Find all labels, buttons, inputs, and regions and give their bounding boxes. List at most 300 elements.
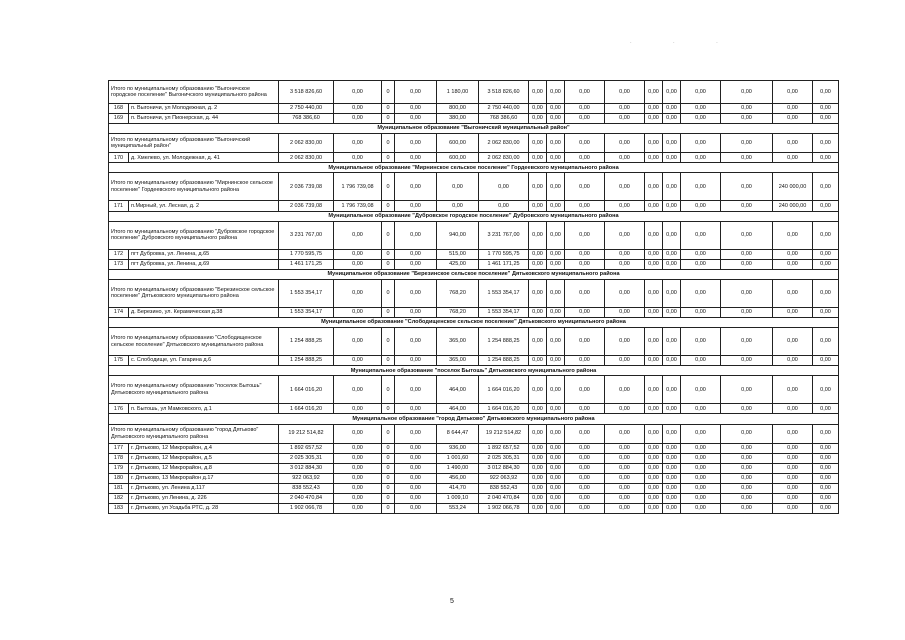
value-cell: 0,00 (395, 173, 437, 201)
value-cell: 0,00 (605, 424, 645, 443)
row-number: 170 (109, 153, 129, 163)
value-cell: 0,00 (681, 424, 721, 443)
value-cell: 8 644,47 (437, 424, 479, 443)
value-cell: 0 (382, 424, 395, 443)
value-cell: 0,00 (565, 424, 605, 443)
value-cell: 0,00 (547, 356, 565, 366)
value-cell: 0,00 (547, 104, 565, 114)
value-cell: 0,00 (547, 307, 565, 317)
value-cell: 0,00 (681, 356, 721, 366)
row-number: 177 (109, 443, 129, 453)
value-cell: 0,00 (663, 104, 681, 114)
value-cell: 0,00 (813, 104, 839, 114)
value-cell: 0,00 (773, 483, 813, 493)
value-cell: 0,00 (681, 504, 721, 514)
value-cell: 0,00 (395, 259, 437, 269)
value-cell: 1 796 739,08 (334, 173, 382, 201)
subtotal-label: Итого по муниципальному образованию "Дубровское городское поселение" Дубровского муниципального района (109, 221, 279, 249)
value-cell: 0,00 (813, 504, 839, 514)
row-number: 168 (109, 104, 129, 114)
table-row (109, 104, 839, 114)
value-cell: 0,00 (605, 279, 645, 307)
table-row (109, 114, 839, 124)
value-cell: 2 036 739,08 (279, 201, 334, 211)
value-cell: 1 902 066,78 (279, 504, 334, 514)
value-cell: 0,00 (721, 201, 773, 211)
value-cell: 0,00 (605, 376, 645, 404)
value-cell: 0,00 (681, 259, 721, 269)
value-cell: 0,00 (565, 104, 605, 114)
value-cell: 0,00 (681, 249, 721, 259)
value-cell: 0,00 (721, 483, 773, 493)
value-cell: 0,00 (773, 376, 813, 404)
value-cell: 0,00 (395, 404, 437, 414)
value-cell: 0,00 (681, 483, 721, 493)
value-cell: 0,00 (721, 453, 773, 463)
value-cell: 1 892 657,52 (279, 443, 334, 453)
table-row (109, 404, 839, 414)
value-cell: 0,00 (565, 493, 605, 503)
section-title: Муниципальное образование "Слободищенское сельское поселение" Дятьковского муниципального района (109, 318, 839, 328)
value-cell: 0,00 (681, 473, 721, 483)
value-cell: 0,00 (565, 173, 605, 201)
value-cell: 1 553 354,17 (479, 279, 529, 307)
value-cell: 0,00 (605, 153, 645, 163)
value-cell: 0,00 (645, 279, 663, 307)
value-cell: 1 254 888,25 (279, 328, 334, 356)
value-cell: 1 664 016,20 (479, 404, 529, 414)
value-cell: 0,00 (645, 153, 663, 163)
value-cell: 0,00 (773, 328, 813, 356)
value-cell: 0,00 (663, 259, 681, 269)
address-cell: с. Слободище, ул. Гагарина д.6 (129, 356, 279, 366)
value-cell: 0,00 (529, 463, 547, 473)
value-cell: 0,00 (681, 221, 721, 249)
value-cell: 0,00 (395, 81, 437, 104)
value-cell: 0,00 (773, 493, 813, 503)
subtotal-row (109, 134, 839, 153)
value-cell: 0,00 (437, 201, 479, 211)
value-cell: 0,00 (529, 221, 547, 249)
value-cell: 0,00 (681, 173, 721, 201)
value-cell: 0,00 (334, 424, 382, 443)
subtotal-row (109, 279, 839, 307)
table-row (109, 259, 839, 269)
register-body (109, 81, 839, 514)
value-cell: 0 (382, 153, 395, 163)
value-cell: 0,00 (529, 473, 547, 483)
subtotal-row (109, 376, 839, 404)
value-cell: 0 (382, 104, 395, 114)
value-cell: 0,00 (605, 328, 645, 356)
value-cell: 0,00 (395, 376, 437, 404)
value-cell: 0,00 (663, 493, 681, 503)
value-cell: 515,00 (437, 249, 479, 259)
subtotal-label: Итого по муниципальному образованию "Выгоничское городское поселение" Выгоничского муниципального района (109, 81, 279, 104)
value-cell: 0,00 (813, 424, 839, 443)
value-cell: 0,00 (721, 376, 773, 404)
value-cell: 0,00 (529, 493, 547, 503)
value-cell: 0,00 (773, 443, 813, 453)
value-cell: 0,00 (645, 328, 663, 356)
value-cell: 0 (382, 279, 395, 307)
value-cell: 0,00 (773, 221, 813, 249)
value-cell: 0,00 (395, 307, 437, 317)
value-cell: 0 (382, 307, 395, 317)
section-header (109, 163, 839, 173)
address-cell: г. Дятьково, ул. Ленина д.117 (129, 483, 279, 493)
value-cell: 0,00 (663, 221, 681, 249)
value-cell: 0,00 (565, 404, 605, 414)
subtotal-row (109, 173, 839, 201)
value-cell: 0,00 (773, 259, 813, 269)
value-cell: 0,00 (395, 114, 437, 124)
value-cell: 0,00 (547, 453, 565, 463)
value-cell: 0,00 (565, 307, 605, 317)
value-cell: 0,00 (547, 504, 565, 514)
value-cell: 0,00 (663, 134, 681, 153)
page-number: 5 (450, 598, 454, 605)
value-cell: 0 (382, 81, 395, 104)
value-cell: 0,00 (479, 173, 529, 201)
address-cell: г. Дятьково, ул Ленина, д. 226 (129, 493, 279, 503)
value-cell: 0,00 (334, 114, 382, 124)
row-number: 183 (109, 504, 129, 514)
register-table (108, 80, 839, 514)
row-number: 175 (109, 356, 129, 366)
value-cell: 425,00 (437, 259, 479, 269)
value-cell: 0,00 (663, 307, 681, 317)
value-cell: 0,00 (813, 473, 839, 483)
value-cell: 0,00 (663, 504, 681, 514)
row-number: 173 (109, 259, 129, 269)
value-cell: 0,00 (663, 376, 681, 404)
address-cell: г. Дятьково, 12 Микрорайон, д.4 (129, 443, 279, 453)
value-cell: 0,00 (395, 201, 437, 211)
value-cell: 0,00 (721, 249, 773, 259)
table-row (109, 473, 839, 483)
table-row (109, 493, 839, 503)
value-cell: 0,00 (773, 279, 813, 307)
value-cell: 464,00 (437, 404, 479, 414)
value-cell: 922 063,92 (479, 473, 529, 483)
subtotal-row (109, 424, 839, 443)
value-cell: 922 063,92 (279, 473, 334, 483)
value-cell: 0,00 (645, 463, 663, 473)
value-cell: 0,00 (681, 134, 721, 153)
value-cell: 0,00 (813, 259, 839, 269)
value-cell: 0,00 (813, 453, 839, 463)
value-cell: 0,00 (773, 81, 813, 104)
row-number: 172 (109, 249, 129, 259)
value-cell: 0,00 (565, 443, 605, 453)
value-cell: 0,00 (663, 173, 681, 201)
value-cell: 0,00 (813, 493, 839, 503)
value-cell: 0,00 (721, 473, 773, 483)
value-cell: 0,00 (663, 443, 681, 453)
value-cell: 1 461 171,25 (479, 259, 529, 269)
value-cell: 0,00 (565, 483, 605, 493)
value-cell: 0,00 (645, 453, 663, 463)
value-cell: 3 012 884,30 (279, 463, 334, 473)
value-cell: 0,00 (334, 443, 382, 453)
value-cell: 0,00 (663, 404, 681, 414)
value-cell: 0,00 (645, 307, 663, 317)
value-cell: 0,00 (395, 473, 437, 483)
value-cell: 3 518 826,60 (279, 81, 334, 104)
value-cell: 0,00 (605, 114, 645, 124)
value-cell: 0 (382, 473, 395, 483)
value-cell: 0,00 (645, 249, 663, 259)
value-cell: 0,00 (529, 173, 547, 201)
value-cell: 0,00 (605, 307, 645, 317)
value-cell: 0,00 (529, 504, 547, 514)
value-cell: 0,00 (605, 483, 645, 493)
value-cell: 0,00 (547, 473, 565, 483)
value-cell: 0,00 (547, 328, 565, 356)
value-cell: 0,00 (529, 249, 547, 259)
value-cell: 0,00 (645, 104, 663, 114)
value-cell: 0,00 (721, 153, 773, 163)
value-cell: 456,00 (437, 473, 479, 483)
value-cell: 0,00 (565, 473, 605, 483)
value-cell: 0,00 (645, 134, 663, 153)
address-cell: п.Мирный, ул. Лесная, д. 2 (129, 201, 279, 211)
value-cell: 0,00 (663, 453, 681, 463)
value-cell: 0,00 (334, 453, 382, 463)
value-cell: 0,00 (334, 404, 382, 414)
value-cell: 0,00 (565, 453, 605, 463)
value-cell: 0,00 (645, 483, 663, 493)
value-cell: 0,00 (813, 153, 839, 163)
value-cell: 0,00 (565, 356, 605, 366)
value-cell: 0,00 (334, 153, 382, 163)
row-number: 181 (109, 483, 129, 493)
value-cell: 0,00 (813, 201, 839, 211)
value-cell: 0,00 (813, 483, 839, 493)
value-cell: 1 664 016,20 (279, 376, 334, 404)
value-cell: 0,00 (529, 404, 547, 414)
subtotal-label: Итого по муниципальному образованию "Березинское сельское поселение" Дятьковского муниципального района (109, 279, 279, 307)
row-number: 171 (109, 201, 129, 211)
value-cell: 1 902 066,78 (479, 504, 529, 514)
value-cell: 800,00 (437, 104, 479, 114)
value-cell: 0,00 (605, 259, 645, 269)
address-cell: п. Выгоничи, ул Молодежная, д. 2 (129, 104, 279, 114)
value-cell: 0,00 (565, 114, 605, 124)
value-cell: 0,00 (721, 424, 773, 443)
row-number: 179 (109, 463, 129, 473)
value-cell: 0,00 (547, 279, 565, 307)
section-header (109, 414, 839, 424)
value-cell: 0,00 (605, 81, 645, 104)
value-cell: 1 553 354,17 (479, 307, 529, 317)
value-cell: 0,00 (645, 493, 663, 503)
value-cell: 0,00 (663, 424, 681, 443)
value-cell: 2 040 470,84 (479, 493, 529, 503)
value-cell: 0,00 (721, 328, 773, 356)
value-cell: 0,00 (813, 307, 839, 317)
subtotal-row (109, 328, 839, 356)
value-cell: 0,00 (681, 201, 721, 211)
value-cell: 1 461 171,25 (279, 259, 334, 269)
subtotal-label: Итого по муниципальному образованию "Слободищенское сельское поселение" Дятьковского муниципального района (109, 328, 279, 356)
value-cell: 0,00 (334, 307, 382, 317)
value-cell: 0,00 (565, 259, 605, 269)
section-title: Муниципальное образование "город Дятьково" Дятьковского муниципального района (109, 414, 839, 424)
value-cell: 3 518 826,60 (479, 81, 529, 104)
value-cell: 0 (382, 134, 395, 153)
scan-noise: · · · (630, 40, 738, 46)
value-cell: 838 552,43 (279, 483, 334, 493)
value-cell: 0,00 (605, 134, 645, 153)
value-cell: 0,00 (565, 376, 605, 404)
value-cell: 0,00 (605, 493, 645, 503)
value-cell: 0,00 (721, 104, 773, 114)
section-header (109, 366, 839, 376)
address-cell: п. Выгоничи, ул Пионерская, д. 44 (129, 114, 279, 124)
value-cell: 0,00 (721, 114, 773, 124)
value-cell: 0,00 (605, 443, 645, 453)
value-cell: 0 (382, 114, 395, 124)
value-cell: 0,00 (395, 328, 437, 356)
value-cell: 0,00 (334, 221, 382, 249)
table-row (109, 201, 839, 211)
value-cell: 19 212 514,82 (279, 424, 334, 443)
value-cell: 0,00 (565, 279, 605, 307)
value-cell: 0,00 (605, 249, 645, 259)
value-cell: 0,00 (547, 249, 565, 259)
value-cell: 0,00 (773, 356, 813, 366)
value-cell: 0,00 (395, 279, 437, 307)
value-cell: 0,00 (547, 493, 565, 503)
value-cell: 0,00 (395, 504, 437, 514)
value-cell: 365,00 (437, 356, 479, 366)
value-cell: 0,00 (529, 201, 547, 211)
value-cell: 0,00 (663, 473, 681, 483)
value-cell: 0,00 (334, 328, 382, 356)
value-cell: 0 (382, 483, 395, 493)
row-number: 169 (109, 114, 129, 124)
value-cell: 0,00 (721, 443, 773, 453)
value-cell: 1 254 888,25 (479, 356, 529, 366)
value-cell: 0,00 (547, 114, 565, 124)
value-cell: 0,00 (605, 504, 645, 514)
value-cell: 0,00 (773, 453, 813, 463)
value-cell: 0,00 (681, 443, 721, 453)
address-cell: г. Дятьково, 12 Микрорайон, д.8 (129, 463, 279, 473)
value-cell: 0,00 (721, 173, 773, 201)
value-cell: 0,00 (645, 201, 663, 211)
value-cell: 0,00 (529, 453, 547, 463)
value-cell: 0,00 (529, 81, 547, 104)
value-cell: 0,00 (395, 424, 437, 443)
value-cell: 0,00 (813, 173, 839, 201)
value-cell: 0,00 (773, 307, 813, 317)
section-title: Муниципальное образование "Выгоничский муниципальный район" (109, 124, 839, 134)
value-cell: 0,00 (773, 134, 813, 153)
address-cell: г. Дятьково, ул Усадьба РТС, д. 28 (129, 504, 279, 514)
value-cell: 0,00 (681, 279, 721, 307)
value-cell: 0,00 (645, 504, 663, 514)
value-cell: 0,00 (721, 134, 773, 153)
value-cell: 0,00 (605, 104, 645, 114)
value-cell: 0,00 (773, 114, 813, 124)
address-cell: д. Хмелево, ул. Молодежная, д. 41 (129, 153, 279, 163)
value-cell: 0 (382, 463, 395, 473)
value-cell: 0,00 (605, 463, 645, 473)
value-cell: 0,00 (681, 81, 721, 104)
value-cell: 2 036 739,08 (279, 173, 334, 201)
value-cell: 0,00 (334, 483, 382, 493)
value-cell: 0,00 (529, 104, 547, 114)
value-cell: 0,00 (395, 493, 437, 503)
value-cell: 768 386,60 (479, 114, 529, 124)
value-cell: 0,00 (334, 376, 382, 404)
value-cell: 1 664 016,20 (279, 404, 334, 414)
value-cell: 0 (382, 493, 395, 503)
value-cell: 1 770 595,75 (279, 249, 334, 259)
section-title: Муниципальное образование "поселок Бытошь" Дятьковского муниципального района (109, 366, 839, 376)
value-cell: 0,00 (645, 443, 663, 453)
value-cell: 0 (382, 328, 395, 356)
value-cell: 0,00 (681, 404, 721, 414)
value-cell: 0,00 (721, 307, 773, 317)
value-cell: 0 (382, 259, 395, 269)
value-cell: 0,00 (547, 201, 565, 211)
value-cell: 0,00 (721, 493, 773, 503)
value-cell: 19 212 514,82 (479, 424, 529, 443)
value-cell: 0,00 (565, 328, 605, 356)
value-cell: 1 892 657,52 (479, 443, 529, 453)
value-cell: 365,00 (437, 328, 479, 356)
value-cell: 0,00 (663, 249, 681, 259)
section-header (109, 269, 839, 279)
value-cell: 0,00 (547, 443, 565, 453)
value-cell: 0,00 (565, 221, 605, 249)
value-cell: 0,00 (395, 134, 437, 153)
value-cell: 936,00 (437, 443, 479, 453)
value-cell: 0,00 (395, 104, 437, 114)
value-cell: 768,20 (437, 279, 479, 307)
value-cell: 0,00 (334, 249, 382, 259)
value-cell: 2 062 830,00 (279, 134, 334, 153)
value-cell: 0,00 (547, 173, 565, 201)
value-cell: 0,00 (645, 404, 663, 414)
value-cell: 0,00 (773, 424, 813, 443)
value-cell: 0,00 (663, 328, 681, 356)
value-cell: 0,00 (663, 279, 681, 307)
value-cell: 0,00 (663, 201, 681, 211)
value-cell: 1 254 888,25 (279, 356, 334, 366)
value-cell: 0,00 (681, 328, 721, 356)
value-cell: 0,00 (813, 404, 839, 414)
section-title: Муниципальное образование "Дубровское городское поселение" Дубровского муниципального района (109, 211, 839, 221)
value-cell: 0,00 (645, 424, 663, 443)
value-cell: 0,00 (334, 134, 382, 153)
value-cell: 2 062 830,00 (479, 153, 529, 163)
value-cell: 0,00 (605, 473, 645, 483)
value-cell: 0,00 (547, 376, 565, 404)
value-cell: 0,00 (663, 463, 681, 473)
value-cell: 0,00 (721, 259, 773, 269)
value-cell: 0,00 (681, 104, 721, 114)
value-cell: 240 000,00 (773, 173, 813, 201)
row-number: 178 (109, 453, 129, 463)
value-cell: 0,00 (565, 504, 605, 514)
value-cell: 3 012 884,30 (479, 463, 529, 473)
value-cell: 0,00 (813, 114, 839, 124)
